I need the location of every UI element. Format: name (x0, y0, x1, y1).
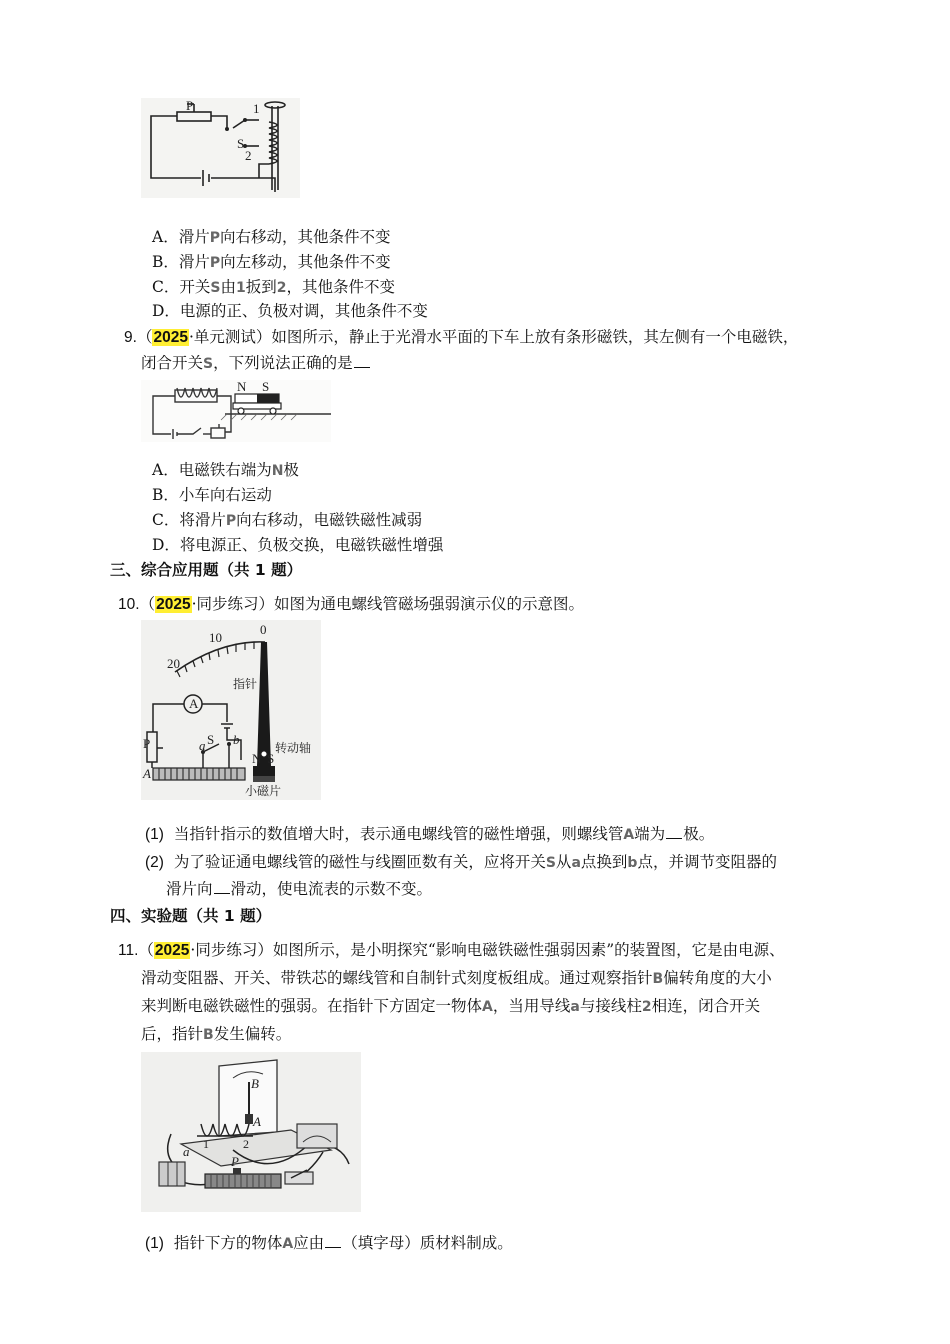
q10-label-pointer: 指针 (233, 677, 258, 691)
q10-label-p: P (143, 736, 151, 751)
q9-stem-line2: 闭合开关S，下列说法正确的是 (141, 352, 371, 375)
q9-option-d: D．将电源正、负极交换，电磁铁磁性增强 (152, 536, 444, 554)
year-highlight: 2025 (156, 596, 191, 613)
q8-label-s: S (237, 136, 245, 151)
q8-label-1: 1 (253, 101, 260, 116)
q10-label-s2: S (267, 751, 275, 766)
q10-scale-10: 10 (209, 630, 222, 645)
section-4-heading: 四、实验题（共 1 题） (110, 907, 272, 925)
q10-solenoid-demo-figure (141, 620, 321, 800)
q11-sub1: (1) 指针下方的物体A应由 （填字母）质材料制成。 (145, 1234, 513, 1252)
q9-option-b: B．小车向右运动 (152, 486, 272, 504)
q11-stem-line3: 来判断电磁铁磁性的强弱。在指针下方固定一物体A，当用导线a与接线柱2相连，闭合开关 (141, 997, 761, 1015)
q10-label-axis: 转动轴 (275, 741, 312, 755)
answer-blank (325, 1233, 341, 1248)
year-highlight: 2025 (153, 329, 188, 346)
q10-scale-20: 20 (167, 656, 180, 671)
q10-label-b: b (233, 732, 240, 747)
q9-label-s: S (262, 380, 270, 394)
q11-label-1: 1 (203, 1137, 209, 1151)
q10-label-s: S (207, 732, 215, 747)
q11-stem-line1: 11.（2025·同步练习）如图所示，是小明探究“影响电磁铁磁性强弱因素”的装置图，它是由电源、 (118, 941, 785, 959)
q11-label-a-obj: A (253, 1114, 261, 1129)
q11-label-p: P (231, 1154, 239, 1169)
q11-label-b: B (251, 1076, 259, 1091)
q8-option-d: D．电源的正、负极对调，其他条件不变 (152, 302, 428, 320)
section-3-heading: 三、综合应用题（共 1 题） (110, 561, 303, 579)
q8-option-c: C．开关S由1扳到2，其他条件不变 (152, 278, 396, 296)
q11-stem-line4: 后，指针B发生偏转。 (141, 1025, 292, 1043)
q8-label-2: 2 (245, 148, 252, 163)
q10-label-end-a: A (143, 766, 151, 781)
q10-label-a: a (199, 738, 206, 753)
q11-label-2: 2 (243, 1137, 249, 1151)
q8-option-a: A．滑片P向右移动，其他条件不变 (152, 228, 391, 246)
q9-stem-line1: 9.（2025·单元测试）如图所示，静止于光滑水平面的下车上放有条形磁铁，其左侧有一个电磁铁， (124, 328, 799, 346)
q11-label-a-wire: a (183, 1144, 190, 1159)
q10-sub2-line1: (2) 为了验证通电螺线管的磁性与线圈匝数有关，应将开关S从a点换到b点，并调节变阻器的 (145, 853, 777, 871)
answer-blank (666, 824, 682, 839)
q10-label-n: N (252, 751, 262, 766)
q10-sub2-line2: 滑片向 滑动，使电流表的示数不变。 (166, 880, 433, 898)
q10-sub1: (1) 当指针指示的数值增大时，表示通电螺线管的磁性增强，则螺线管A端为 极。 (145, 825, 715, 843)
q10-scale-0: 0 (260, 622, 267, 637)
answer-blank (214, 879, 230, 894)
answer-blank (354, 353, 370, 368)
year-highlight: 2025 (154, 942, 190, 959)
q8-circuit-figure (141, 98, 300, 198)
q9-option-a: A．电磁铁右端为N极 (152, 461, 299, 479)
q10-label-magnet: 小磁片 (245, 784, 282, 798)
q9-electromagnet-figure (141, 380, 331, 442)
q8-label-p: P (186, 98, 194, 113)
q11-stem-line2: 滑动变阻器、开关、带铁芯的螺线管和自制针式刻度板组成。通过观察指针B偏转角度的大小 (141, 969, 772, 987)
q9-option-c: C．将滑片P向右移动，电磁铁磁性减弱 (152, 511, 423, 529)
q8-option-b: B．滑片P向左移动，其他条件不变 (152, 253, 391, 271)
q10-stem: 10.（2025·同步练习）如图为通电螺线管磁场强弱演示仪的示意图。 (118, 595, 584, 613)
q9-label-n: N (237, 380, 247, 394)
q10-label-ammeter: A (189, 696, 199, 711)
q11-apparatus-figure (141, 1052, 361, 1212)
